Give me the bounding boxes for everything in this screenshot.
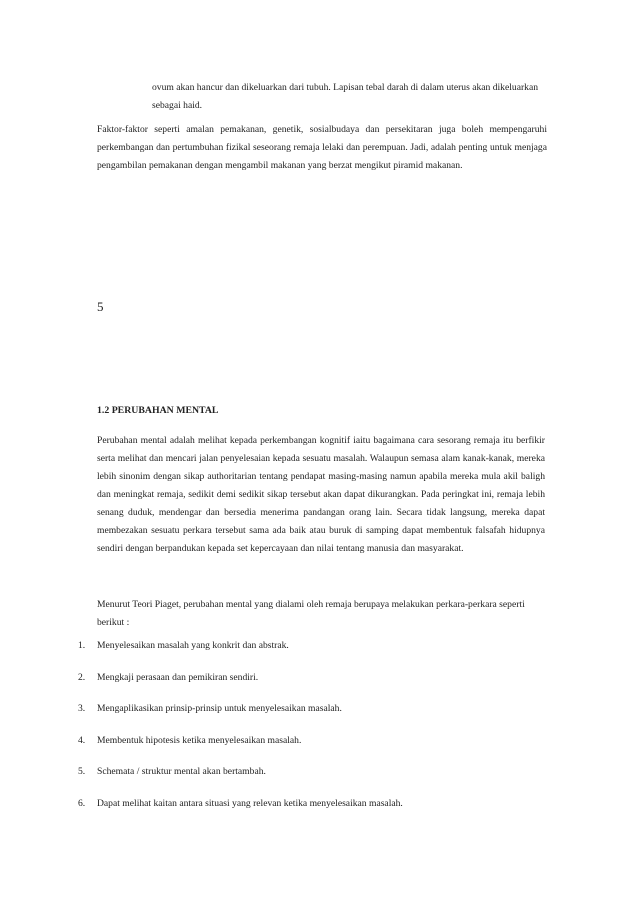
list-item: [0, 669, 638, 701]
list-item-text: Mengkaji perasaan dan pemikiran sendiri.: [97, 671, 259, 683]
list-item-text: Menyelesaikan masalah yang konkrit dan abstrak.: [97, 640, 289, 651]
piaget-intro-paragraph: Menurut Teori Piaget, perubahan mental yang dialami oleh remaja berupaya melakukan perkara-perkara seperti berikut :: [97, 599, 525, 628]
list-item: [0, 763, 638, 795]
list-item-number: 2.: [78, 671, 86, 683]
list-item-number: 4.: [78, 734, 86, 746]
list-item: [0, 732, 638, 764]
section-heading: 1.2 PERUBAHAN MENTAL: [97, 405, 219, 416]
factors-paragraph: Faktor-faktor seperti amalan pemakanan, genetik, sosialbudaya dan persekitaran juga boleh mempengaruhi perkembangan dan pertumbuhan fizikal seseorang remaja lelaki dan perempuan. Jadi, adalah penting untuk menjaga pengambilan pemakanan dengan mengambil makanan yang berzat mengikut piramid makanan.: [97, 124, 547, 171]
list-item-text: Schemata / struktur mental akan bertambah.: [97, 766, 266, 777]
list-item-text: Membentuk hipotesis ketika menyelesaikan masalah.: [97, 734, 302, 746]
list-item-number: 1.: [78, 640, 86, 651]
list-item: [0, 700, 638, 732]
list-item: [0, 795, 638, 827]
list-item-number: 5.: [78, 766, 86, 777]
mental-paragraph: Perubahan mental adalah melihat kepada perkembangan kognitif iaitu bagaimana cara sesorang remaja itu berfikir serta melihat dan mencari jalan penyelesaian kepada sesuatu masalah. Walaupun semasa alam kanak-kanak, mereka lebih sinonim dengan sikap authoritarian tentang pendapat masing-masing namun apabila mereka mula akil baligh dan meningkat remaja, sedikit demi sedikit sikap tersebut akan dapat dikurangkan. Pada peringkat ini, remaja lebih senang duduk, mendengar dan bersedia menerima pandangan orang lain. Secara tidak langsung, mereka dapat membezakan sesuatu perkara tersebut sama ada baik atau buruk di samping dapat membentuk falsafah hidupnya sendiri dengan berpandukan kepada set kepercayaan dan nilai tentang manusia dan masyarakat.: [97, 435, 545, 554]
piaget-list: [0, 637, 638, 826]
list-item-text: Mengaplikasikan prinsip-prinsip untuk menyelesaikan masalah.: [97, 703, 342, 714]
list-item-number: 3.: [78, 703, 86, 714]
continued-paragraph: ovum akan hancur dan dikeluarkan dari tubuh. Lapisan tebal darah di dalam uterus akan dikeluarkan sebagai haid.: [152, 82, 539, 111]
list-item-number: 6.: [78, 797, 86, 809]
list-item-text: Dapat melihat kaitan antara situasi yang relevan ketika menyelesaikan masalah.: [97, 797, 403, 809]
page-number: 5: [97, 299, 104, 314]
list-item: [0, 637, 638, 669]
